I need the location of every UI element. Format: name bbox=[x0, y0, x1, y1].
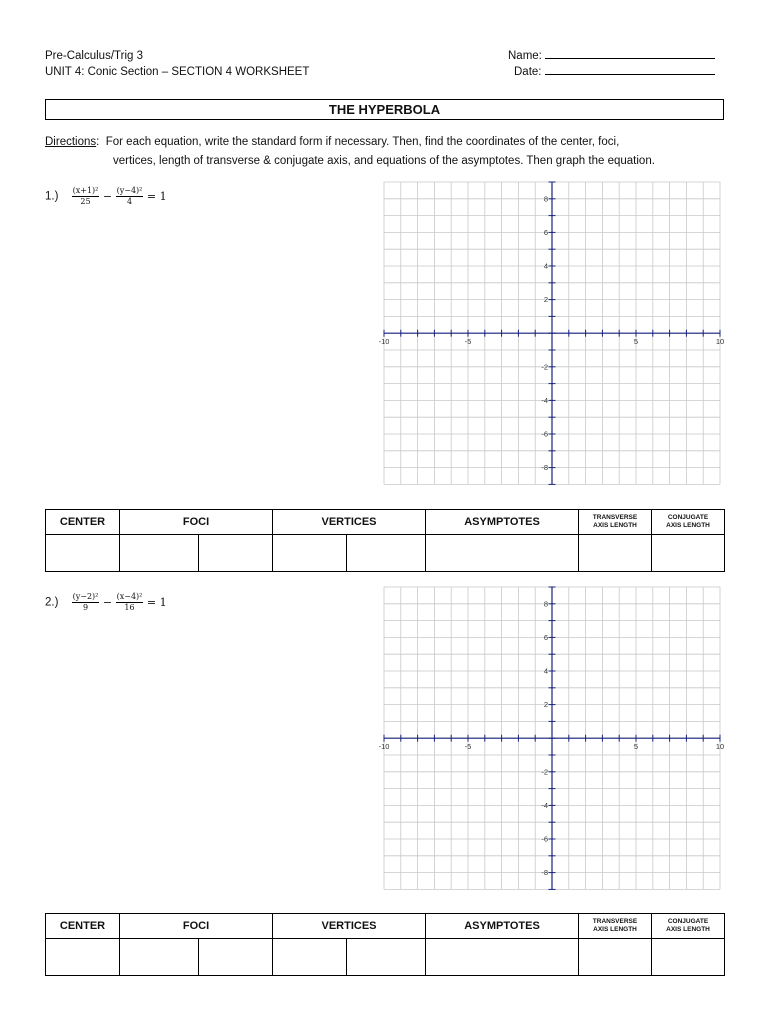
y-tick-label: -8 bbox=[541, 868, 548, 878]
x-tick-label: -5 bbox=[464, 337, 472, 347]
directions-label: Directions bbox=[45, 136, 97, 148]
y-tick-label: 6 bbox=[543, 632, 548, 642]
answer-cell-vertex-1[interactable] bbox=[273, 939, 347, 976]
problem-number: 2.) bbox=[45, 596, 59, 609]
directions: Directions: For each equation, write the standard form if necessary. Then, find the coordinates of the center, foci, vertices, length of transverse & conjugate axis, and equations of the asymptotes. Then graph the equation. bbox=[45, 133, 735, 171]
y-tick-label: 4 bbox=[543, 666, 548, 676]
term2-numerator: (y−4)² bbox=[116, 186, 143, 195]
header-conjugate-axis: CONJUGATE AXIS LENGTH bbox=[652, 914, 725, 939]
answer-cell-focus-1[interactable] bbox=[120, 535, 199, 572]
header-foci: FOCI bbox=[120, 510, 273, 535]
date-label: Date: bbox=[514, 66, 542, 78]
y-tick-label: -4 bbox=[541, 800, 548, 810]
x-tick-label: 5 bbox=[633, 742, 639, 752]
answer-cell-focus-2[interactable] bbox=[199, 939, 273, 976]
x-tick-label: 10 bbox=[715, 742, 725, 752]
header-vertices: VERTICES bbox=[273, 914, 426, 939]
header-conjugate-axis: CONJUGATE AXIS LENGTH bbox=[652, 510, 725, 535]
answer-table-2 bbox=[45, 913, 725, 976]
problem-1 bbox=[45, 186, 167, 207]
answer-cell-vertex-1[interactable] bbox=[273, 535, 347, 572]
y-tick-label: 2 bbox=[543, 700, 548, 710]
answer-cell-transverse[interactable] bbox=[579, 535, 652, 572]
date-field[interactable] bbox=[545, 64, 715, 75]
answer-table-1 bbox=[45, 509, 725, 572]
answer-cell-conjugate[interactable] bbox=[652, 535, 725, 572]
answer-cell-center[interactable] bbox=[46, 939, 120, 976]
answer-cell-center[interactable] bbox=[46, 535, 120, 572]
worksheet-title: THE HYPERBOLA bbox=[45, 99, 724, 120]
equation-1: $\frac{\text{(x+1)²}}{25}$ − $\frac{\text{(y−4)²}}{4}$ = 1 bbox=[72, 186, 167, 206]
problem-number: 1.) bbox=[45, 190, 59, 203]
answer-cell-conjugate[interactable] bbox=[652, 939, 725, 976]
x-tick-label: 5 bbox=[633, 337, 639, 347]
course-title: Pre-Calculus/Trig 3 bbox=[45, 50, 143, 62]
y-tick-label: 6 bbox=[543, 227, 548, 237]
header-asymptotes: ASYMPTOTES bbox=[426, 914, 579, 939]
coordinate-grid-1[interactable] bbox=[372, 176, 732, 498]
y-tick-label: 8 bbox=[543, 194, 548, 204]
y-tick-label: -6 bbox=[541, 834, 548, 844]
name-label: Name: bbox=[508, 50, 542, 62]
x-tick-label: 10 bbox=[715, 337, 725, 347]
y-tick-label: -4 bbox=[541, 395, 548, 405]
name-field[interactable] bbox=[545, 48, 715, 59]
y-tick-label: -2 bbox=[541, 767, 548, 777]
y-tick-label: -2 bbox=[541, 362, 548, 372]
answer-cell-transverse[interactable] bbox=[579, 939, 652, 976]
y-tick-label: -6 bbox=[541, 429, 548, 439]
term1-numerator: (y−2)² bbox=[72, 592, 99, 601]
coordinate-grid-2[interactable] bbox=[372, 581, 732, 903]
term2-denominator: 4 bbox=[126, 197, 133, 206]
term2-numerator: (x−4)² bbox=[116, 592, 143, 601]
equation-rhs: = 1 bbox=[146, 189, 167, 203]
directions-line-2: vertices, length of transverse & conjugate axis, and equations of the asymptotes. Then graph the equation. bbox=[113, 155, 655, 167]
header-center: CENTER bbox=[46, 914, 120, 939]
answer-cell-vertex-2[interactable] bbox=[347, 939, 426, 976]
equation-rhs: = 1 bbox=[146, 595, 167, 609]
x-tick-label: -10 bbox=[378, 742, 390, 752]
term1-denominator: 9 bbox=[82, 603, 89, 612]
answer-cell-asymptotes[interactable] bbox=[426, 535, 579, 572]
y-tick-label: 2 bbox=[543, 295, 548, 305]
answer-cell-focus-1[interactable] bbox=[120, 939, 199, 976]
y-tick-label: -8 bbox=[541, 463, 548, 473]
answer-cell-vertex-2[interactable] bbox=[347, 535, 426, 572]
answer-cell-asymptotes[interactable] bbox=[426, 939, 579, 976]
y-tick-label: 8 bbox=[543, 599, 548, 609]
header-vertices: VERTICES bbox=[273, 510, 426, 535]
equation-2: $\frac{\text{(y−2)²}}{9}$ − $\frac{\text{(x−4)²}}{16}$ = 1 bbox=[72, 592, 167, 612]
student-info bbox=[508, 48, 715, 80]
term1-denominator: 25 bbox=[80, 197, 91, 206]
header-center: CENTER bbox=[46, 510, 120, 535]
x-tick-label: -5 bbox=[464, 742, 472, 752]
header-foci: FOCI bbox=[120, 914, 273, 939]
problem-2 bbox=[45, 592, 167, 613]
directions-line-1: For each equation, write the standard form if necessary. Then, find the coordinates of the center, foci, bbox=[105, 136, 620, 148]
x-tick-label: -10 bbox=[378, 337, 390, 347]
header-transverse-axis: TRANSVERSE AXIS LENGTH bbox=[579, 914, 652, 939]
answer-cell-focus-2[interactable] bbox=[199, 535, 273, 572]
term2-denominator: 16 bbox=[124, 603, 135, 612]
course-info bbox=[45, 48, 309, 80]
unit-title: UNIT 4: Conic Section – SECTION 4 WORKSHEET bbox=[45, 66, 310, 78]
header-asymptotes: ASYMPTOTES bbox=[426, 510, 579, 535]
header-transverse-axis: TRANSVERSE AXIS LENGTH bbox=[579, 510, 652, 535]
term1-numerator: (x+1)² bbox=[72, 186, 99, 195]
y-tick-label: 4 bbox=[543, 261, 548, 271]
